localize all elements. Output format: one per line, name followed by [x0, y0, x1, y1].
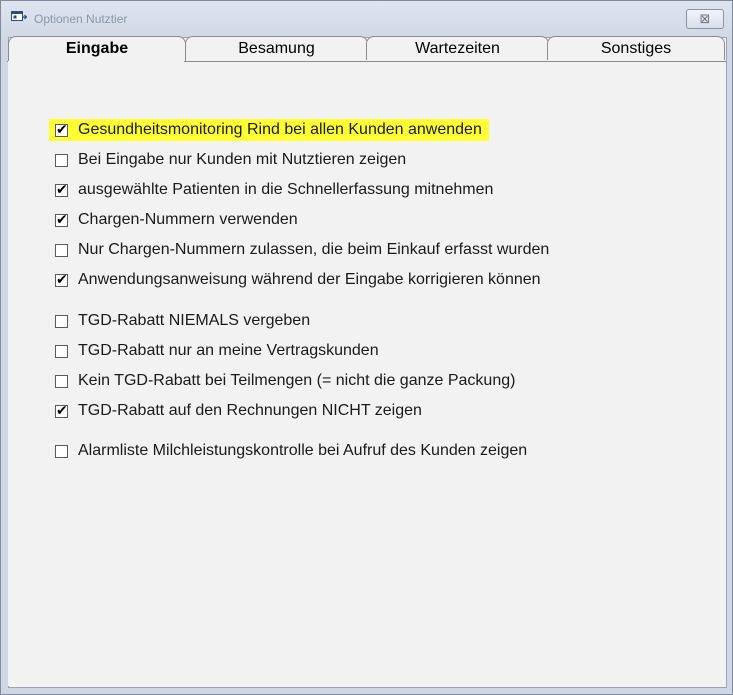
option-label: Anwendungsanweisung während der Eingabe korrigieren können — [78, 271, 541, 288]
close-icon: ⊠ — [699, 11, 711, 26]
tab-besamung[interactable] — [185, 36, 368, 60]
option-label: TGD-Rabatt nur an meine Vertragskunden — [78, 342, 379, 359]
window-title: Optionen Nutztier — [34, 12, 128, 26]
tab-strip — [7, 36, 726, 62]
check-icon: ✔ — [56, 121, 68, 138]
option-schnellerfassung[interactable] — [49, 179, 500, 201]
option-tgd-vertragskunden[interactable] — [49, 340, 386, 362]
option-tgd-niemals[interactable] — [49, 310, 317, 332]
option-chargen-nummern[interactable] — [49, 209, 305, 231]
option-label: Chargen-Nummern verwenden — [78, 211, 298, 228]
tab-label: Besamung — [238, 40, 315, 57]
checkbox[interactable] — [55, 244, 68, 257]
check-icon: ✔ — [56, 271, 68, 288]
option-label: TGD-Rabatt auf den Rechnungen NICHT zeigen — [78, 402, 422, 419]
checkbox[interactable] — [55, 315, 68, 328]
check-icon: ✔ — [56, 181, 68, 198]
option-gesundheitsmonitoring[interactable] — [49, 119, 489, 141]
checkbox[interactable] — [55, 154, 68, 167]
checkbox[interactable] — [55, 181, 68, 198]
tab-sonstiges[interactable] — [547, 36, 725, 60]
option-label: Kein TGD-Rabatt bei Teilmengen (= nicht die ganze Packung) — [78, 372, 516, 389]
close-button[interactable] — [686, 9, 724, 29]
checkbox[interactable] — [55, 271, 68, 288]
check-icon: ✔ — [56, 211, 68, 228]
option-anwendungsanweisung[interactable] — [49, 269, 548, 291]
option-label: Nur Chargen-Nummern zulassen, die beim Einkauf erfasst wurden — [78, 241, 550, 258]
option-tgd-rechnungen[interactable] — [49, 400, 429, 422]
option-label: Bei Eingabe nur Kunden mit Nutztieren zeigen — [78, 151, 407, 168]
checkbox[interactable] — [55, 375, 68, 388]
tab-label: Eingabe — [65, 40, 129, 57]
checkbox[interactable] — [55, 345, 68, 358]
check-icon: ✔ — [56, 402, 68, 419]
option-label: TGD-Rabatt NIEMALS vergeben — [78, 312, 311, 329]
tab-label: Sonstiges — [600, 40, 672, 57]
option-nur-nutztier-kunden[interactable] — [49, 149, 413, 171]
checkbox[interactable] — [55, 402, 68, 419]
option-label: Gesundheitsmonitoring Rind bei allen Kunden anwenden — [78, 121, 482, 138]
tab-eingabe[interactable] — [8, 36, 186, 62]
option-alarmliste[interactable] — [49, 440, 534, 462]
tab-wartezeiten[interactable] — [366, 36, 549, 60]
title-bar[interactable] — [1, 1, 732, 33]
option-tgd-teilmengen[interactable] — [49, 370, 522, 392]
option-chargen-einkauf[interactable] — [49, 239, 556, 261]
checkbox[interactable] — [55, 121, 68, 138]
option-label: ausgewählte Patienten in die Schnellerfassung mitnehmen — [78, 181, 494, 198]
app-icon — [11, 11, 27, 23]
checkbox[interactable] — [55, 445, 68, 458]
checkbox[interactable] — [55, 211, 68, 228]
tab-label: Wartezeiten — [415, 40, 500, 57]
option-label: Alarmliste Milchleistungskontrolle bei Aufruf des Kunden zeigen — [78, 442, 528, 459]
